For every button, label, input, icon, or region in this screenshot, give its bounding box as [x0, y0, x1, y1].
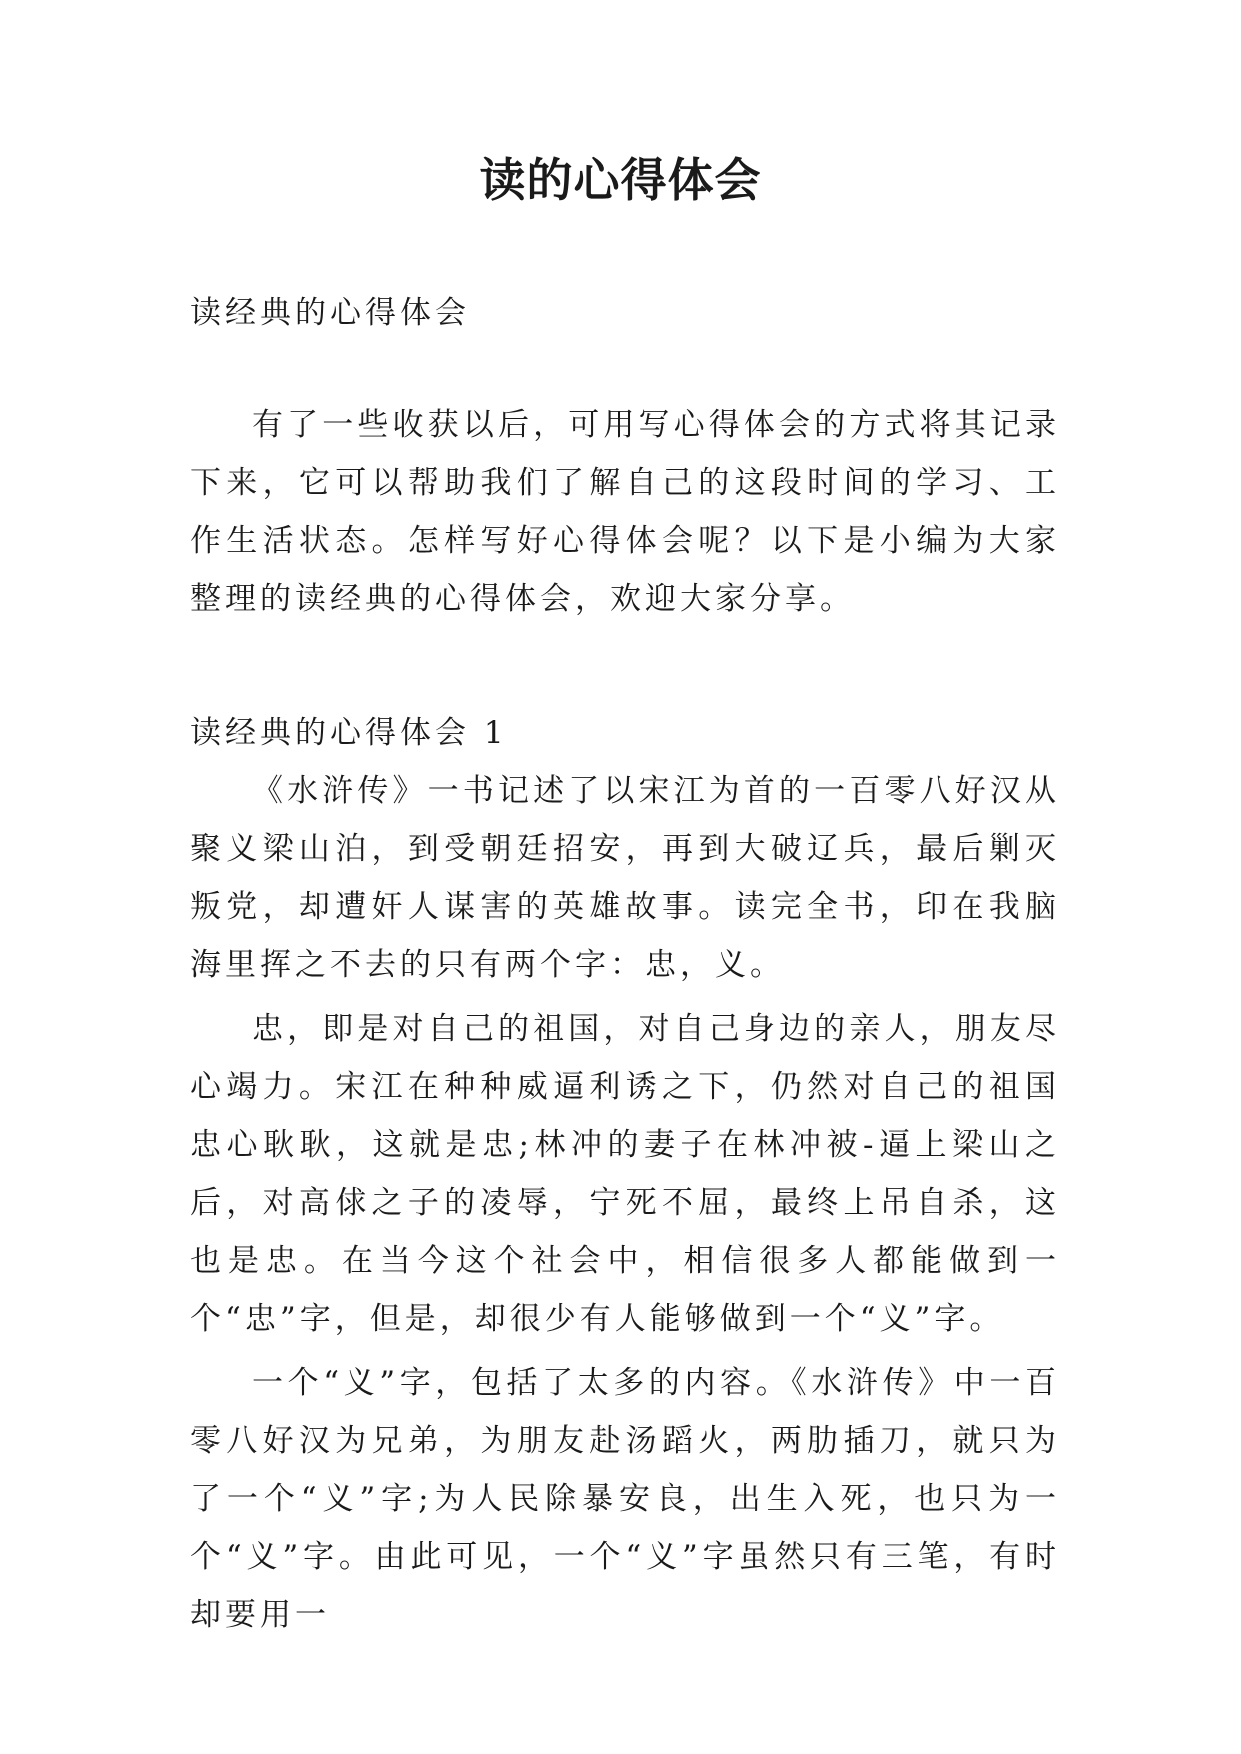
document-subtitle: 读经典的心得体会 — [190, 295, 470, 331]
document-body — [190, 290, 1060, 1644]
body-paragraph: 《水浒传》一书记述了以宋江为首的一百零八好汉从聚义梁山泊，到受朝廷招安，再到大破辽兵，最后剿灭叛党，却遭奸人谋害的英雄故事。读完全书，印在我脑海里挥之不去的只有两个字：忠，义。 — [190, 773, 1060, 983]
document-title: 读的心得体会 — [479, 153, 762, 207]
body-paragraph: 一个“义”字，包括了太多的内容。《水浒传》中一百零八好汉为兄弟，为朋友赴汤蹈火，两肋插刀，就只为了一个“义”字;为人民除暴安良，出生入死，也只为一个“义”字。由此可见，一个“义”字虽然只有三笔，有时却要用一 — [190, 1365, 1060, 1633]
section-heading: 读经典的心得体会 1 — [190, 715, 508, 751]
intro-paragraph: 有了一些收获以后，可用写心得体会的方式将其记录下来，它可以帮助我们了解自己的这段时间的学习、工作生活状态。怎样写好心得体会呢？以下是小编为大家整理的读经典的心得体会，欢迎大家分享。 — [190, 407, 1060, 617]
body-paragraph: 忠，即是对自己的祖国，对自己身边的亲人，朋友尽心竭力。宋江在种种威逼利诱之下，仍然对自己的祖国忠心耿耿，这就是忠;林冲的妻子在林冲被-逼上梁山之后，对高俅之子的凌辱，宁死不屈，最终上吊自杀，这也是忠。在当今这个社会中，相信很多人都能做到一个“忠”字，但是，却很少有人能够做到一个“义”字。 — [190, 1011, 1060, 1337]
